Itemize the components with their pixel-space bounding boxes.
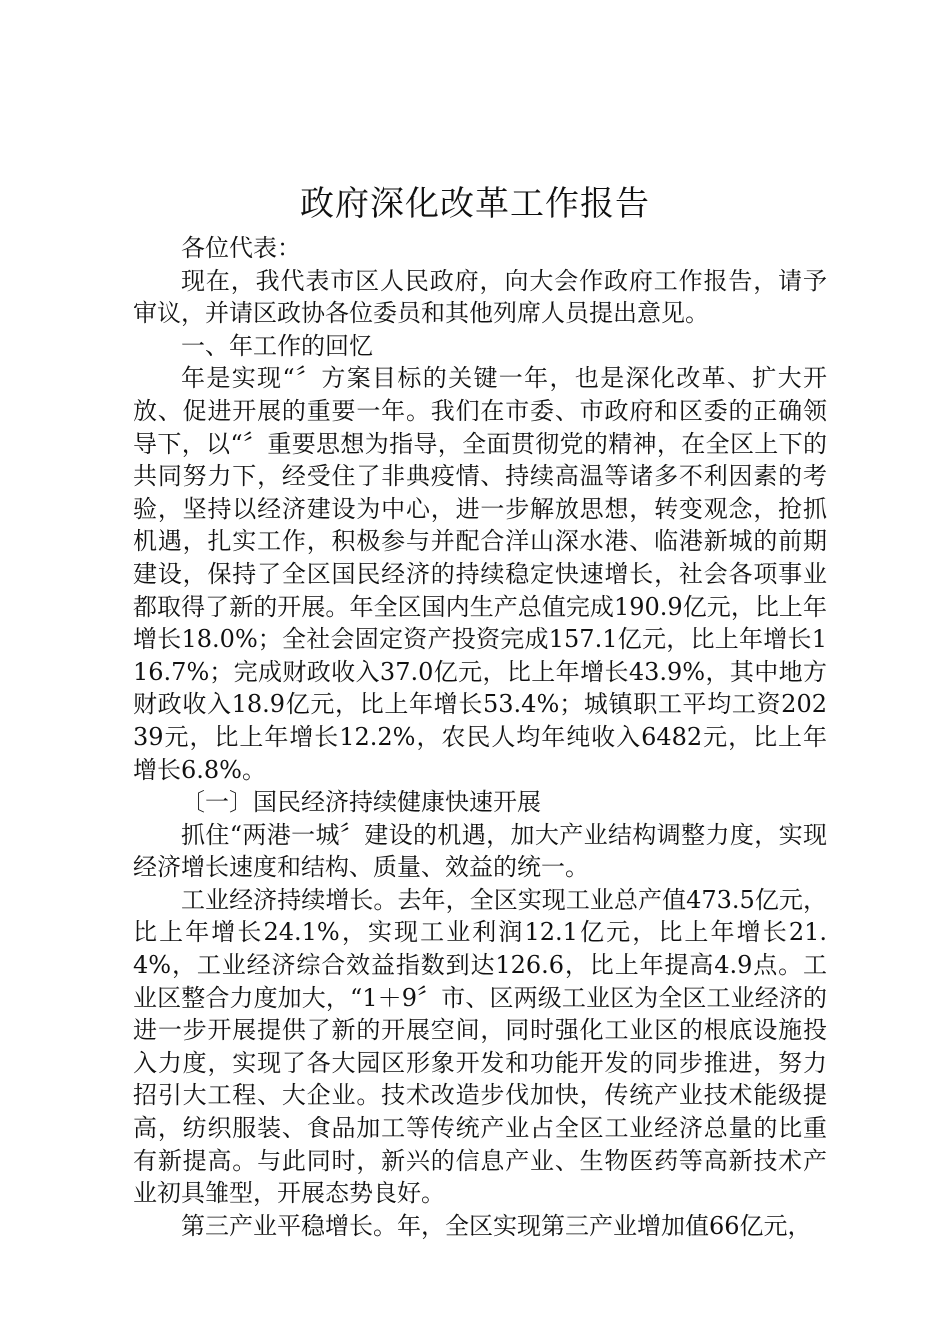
intro-paragraph: 现在，我代表市区人民政府，向大会作政府工作报告，请予审议，并请区政协各位委员和其他列席人员提出意见。 (133, 266, 827, 328)
document-body (133, 232, 827, 1242)
salutation-paragraph: 各位代表： (181, 234, 301, 262)
tertiary-paragraph: 第三产业平稳增长。年，全区实现第三产业增加值66亿元， (181, 1211, 812, 1240)
structure-paragraph: 抓住“两港一城〞建设的机遇，加大产业结构调整力度，实现经济增长速度和结构、质量、效益的统一。 (133, 820, 827, 882)
review-paragraph: 年是实现“〞方案目标的关键一年，也是深化改革、扩大开放、促进开展的重要一年。我们在市委、市政府和区委的正确领导下，以“〞重要思想为指导，全面贯彻党的精神，在全区上下的共同努力下，经受住了非典疫情、持续高温等诸多不利因素的考验，坚持以经济建设为中心，进一步解放思想，转变观念，抢抓机遇，扎实工作，积极参与并配合洋山深水港、临港新城的前期建设，保持了全区国民经济的持续稳定快速增长，社会各项事业都取得了新的开展。年全区国内生产总值完成190.9亿元，比上年增长18.0%；全社会固定资产投资完成157.1亿元，比上年增长116.7%；完成财政收入37.0亿元，比上年增长43.9%，其中地方财政收入18.9亿元，比上年增长53.4%；城镇职工平均工资20239元，比上年增长12.2%，农民人均年纯收入6482元，比上年增长6.8%。 (133, 364, 827, 784)
subsection-heading: 〔一〕国民经济持续健康快速开展 (181, 788, 541, 817)
document-title: 政府深化改革工作报告 (300, 184, 650, 224)
industry-paragraph: 工业经济持续增长。去年，全区实现工业总产值473.5亿元，比上年增长24.1%，实现工业利润12.1亿元，比上年增长21.4%，工业经济综合效益指数到达126.6，比上年提高4.9点。工业区整合力度加大，“1＋9〞市、区两级工业区为全区工业经济的进一步开展提供了新的开展空间，同时强化工业区的根底设施投入力度，实现了各大园区形象开发和功能开发的同步推进，努力招引大工程、大企业。技术改造步伐加快，传统产业技术能级提高，纺织服装、食品加工等传统产业占全区工业经济总量的比重有新提高。与此同时，新兴的信息产业、生物医药等高新技术产业初具雏型，开展态势良好。 (133, 885, 827, 1208)
section-heading: 一、年工作的回忆 (181, 331, 373, 360)
